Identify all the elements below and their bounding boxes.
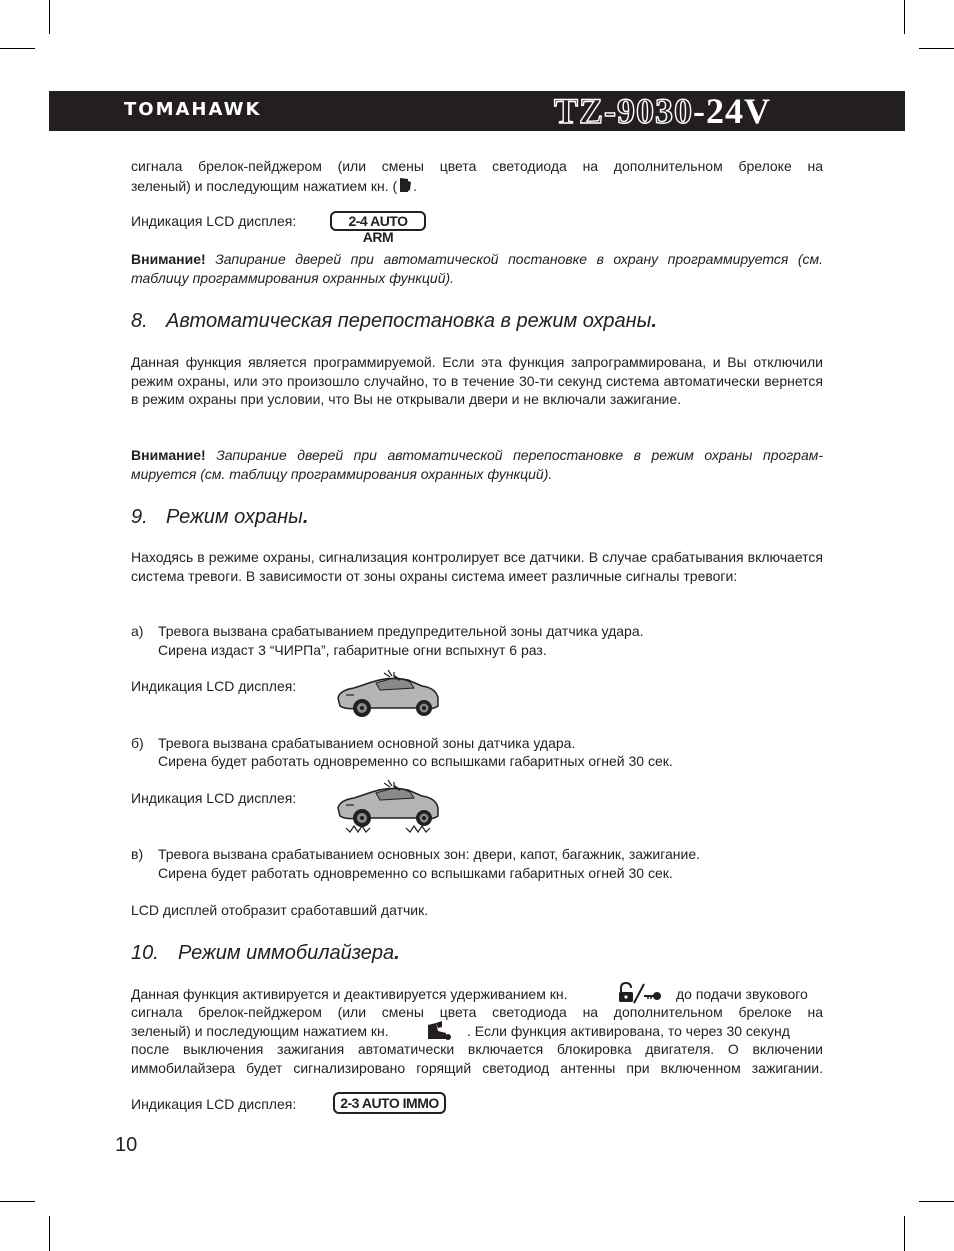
section-10-line-1-start: Данная функция активируется и деактивируется удерживанием кн. bbox=[131, 986, 568, 1002]
section-number: 9. bbox=[131, 506, 148, 528]
intro-line-2-text: зеленый) и последующим нажатием кн. ( bbox=[131, 177, 398, 194]
section-9-body: Находясь в режиме охраны, сигнализация контролирует все датчики. В случае срабатывания включается система тревоги. В зависимости от зоны охраны система имеет различные сигналы тревоги: bbox=[131, 549, 823, 584]
list-item-line: Сирена издаст 3 “ЧИРПа”, габаритные огни вспыхнут 6 раз. bbox=[158, 642, 547, 658]
list-item-line: Тревога вызвана срабатыванием предупредительной зоны датчика удара. bbox=[158, 623, 644, 639]
section-number: 8. bbox=[131, 310, 148, 332]
section-10-line-5: иммобилайзера будет сигнализировано горящий светодиод антенны при включенном зажигании. bbox=[131, 1060, 823, 1076]
section-title-dot: . bbox=[302, 506, 309, 528]
list-item-line: Сирена будет работать одновременно со вспышками габаритных огней 30 сек. bbox=[158, 753, 673, 769]
section-title-dot: . bbox=[651, 310, 657, 332]
section-8-body: Данная функция является программируемой. Если эта функция запрограммирована, и Вы отключили режим охраны, или это произошло случайно, то в течение 30-ти секунд система автоматически вернется в режим охраны при условии, что Вы не открывали двери и не включали зажигание. bbox=[131, 354, 823, 407]
crop-mark bbox=[919, 48, 954, 49]
arm-button-icon bbox=[397, 176, 413, 199]
crop-mark bbox=[904, 1216, 905, 1251]
list-marker: б) bbox=[131, 735, 144, 751]
model-voltage: -24V bbox=[693, 91, 772, 131]
lcd-label: Индикация LCD дисплея: bbox=[131, 213, 297, 229]
model-name: TZ-9030 bbox=[554, 91, 694, 131]
lcd-display-auto-arm: 2-4 AUTO ARM bbox=[330, 211, 426, 231]
intro-line-2-end: . bbox=[413, 177, 418, 194]
brand-logo: TOMAHAWK bbox=[124, 99, 262, 120]
car-warning-icon bbox=[332, 668, 442, 720]
section-10-line-4: после выключения зажигания автоматически включается блокировка двигателя. О включении bbox=[131, 1041, 823, 1057]
section-title-dot: . bbox=[394, 942, 400, 964]
crop-mark bbox=[49, 0, 50, 34]
intro-attention bbox=[131, 250, 823, 287]
attention-text: Запирание дверей при автоматической перепостановке в режим охраны програм-мируется (см. таблицу программирования охранных функций). bbox=[131, 447, 824, 482]
section-8-heading bbox=[131, 310, 657, 333]
section-8-attention bbox=[131, 446, 823, 483]
attention-label: Внимание! bbox=[131, 251, 206, 267]
attention-text: Запирание дверей при автоматической постановке в охрану программируется (см. таблицу программирования охранных функций). bbox=[131, 251, 824, 286]
section-title: Режим охраны bbox=[166, 506, 303, 528]
section-title: Режим иммобилайзера bbox=[178, 942, 395, 964]
section-10-heading bbox=[131, 942, 400, 965]
lcd-note: LCD дисплей отобразит сработавший датчик. bbox=[131, 902, 429, 918]
lcd-display-auto-immo: 2-3 AUTO IMMO bbox=[333, 1092, 446, 1114]
section-number: 10. bbox=[131, 942, 159, 964]
intro-line-2 bbox=[131, 176, 823, 199]
section-10-line-3-end: . Если функция активирована, то через 30 секунд bbox=[467, 1023, 790, 1039]
section-10-line-2: сигнала брелок-пейджером (или смены цвета светодиода на дополнительном брелоке на bbox=[131, 1004, 823, 1020]
page-header bbox=[49, 91, 905, 131]
lcd-label: Индикация LCD дисплея: bbox=[131, 1096, 297, 1112]
crop-mark bbox=[919, 1201, 954, 1202]
list-marker: в) bbox=[131, 846, 144, 862]
lock-key-button-icon bbox=[618, 982, 664, 1004]
crop-mark bbox=[904, 0, 905, 34]
model-title bbox=[554, 91, 771, 131]
crop-mark bbox=[0, 1201, 35, 1202]
crop-mark bbox=[0, 48, 35, 49]
lcd-label: Индикация LCD дисплея: bbox=[131, 678, 297, 694]
car-alarm-icon bbox=[332, 778, 442, 836]
list-item-line: Тревога вызвана срабатыванием основных зон: двери, капот, багажник, зажигание. bbox=[158, 846, 701, 862]
lcd-label: Индикация LCD дисплея: bbox=[131, 790, 297, 806]
list-marker: а) bbox=[131, 623, 144, 639]
section-title: Автоматическая перепостановка в режим охраны bbox=[166, 310, 652, 332]
page-number: 10 bbox=[115, 1134, 138, 1156]
car-button-icon bbox=[426, 1019, 452, 1041]
list-item-line: Сирена будет работать одновременно со вспышками габаритных огней 30 сек. bbox=[158, 865, 673, 881]
list-item-line: Тревога вызвана срабатыванием основной зоны датчика удара. bbox=[158, 735, 576, 751]
crop-mark bbox=[49, 1216, 50, 1251]
intro-line-1: сигнала брелок-пейджером (или смены цвета светодиода на дополнительном брелоке на bbox=[131, 158, 823, 174]
attention-label: Внимание! bbox=[131, 447, 206, 463]
section-10-line-3-start: зеленый) и последующим нажатием кн. bbox=[131, 1023, 389, 1039]
section-9-heading bbox=[131, 506, 308, 529]
section-10-line-1-end: до подачи звукового bbox=[676, 986, 808, 1002]
